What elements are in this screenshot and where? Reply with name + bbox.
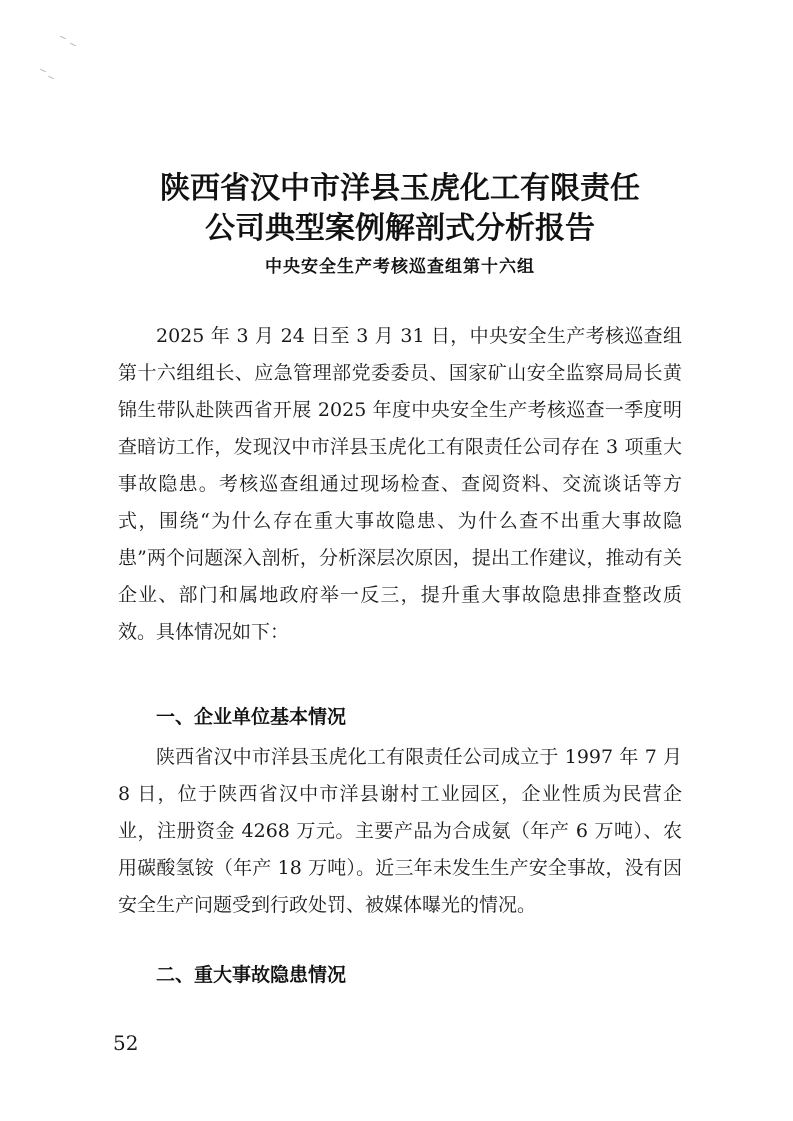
scan-speck — [70, 43, 76, 46]
section-heading-hazards: 二、重大事故隐患情况 — [156, 964, 347, 986]
scan-speck — [40, 69, 46, 72]
scan-speck — [48, 76, 54, 79]
intro-paragraph: 2025 年 3 月 24 日至 3 月 31 日，中央安全生产考核巡查组第十六组组长、应急管理部党委委员、国家矿山安全监察局局长黄锦生带队赴陕西省开展 2025 年度中央安全生产考核巡查一季度明查暗访工作，发现汉中市洋县玉虎化工有限责任公司存在 3 项重大事故隐患。考核巡查组通过现场检查、查阅资料、交流谈话等方式，围绕“为什么存在重大事故隐患、为什么查不出重大事故隐患”两个问题深入剖析，分析深层次原因，提出工作建议，推动有关企业、部门和属地政府举一反三，提升重大事故隐患排查整改质效。具体情况如下： — [118, 325, 682, 643]
document-title-line-1: 陕西省汉中市洋县玉虎化工有限责任 — [160, 171, 640, 206]
document-title-line-2: 公司典型案例解剖式分析报告 — [205, 211, 595, 246]
document-subtitle: 中央安全生产考核巡查组第十六组 — [265, 257, 535, 277]
section-heading-basic-info: 一、企业单位基本情况 — [156, 706, 347, 728]
basic-info-paragraph: 陕西省汉中市洋县玉虎化工有限责任公司成立于 1997 年 7 月 8 日，位于陕西省汉中市洋县谢村工业园区，企业性质为民营企业，注册资金 4268 万元。主要产品为合成氨（年产 6 万吨）、农用碳酸氢铵（年产 18 万吨）。近三年未发生生产安全事故，没有因安全生产问题受到行政处罚、被媒体曝光的情况。 — [118, 746, 682, 916]
scan-speck — [60, 36, 66, 39]
page-number: 52 — [113, 1031, 139, 1055]
